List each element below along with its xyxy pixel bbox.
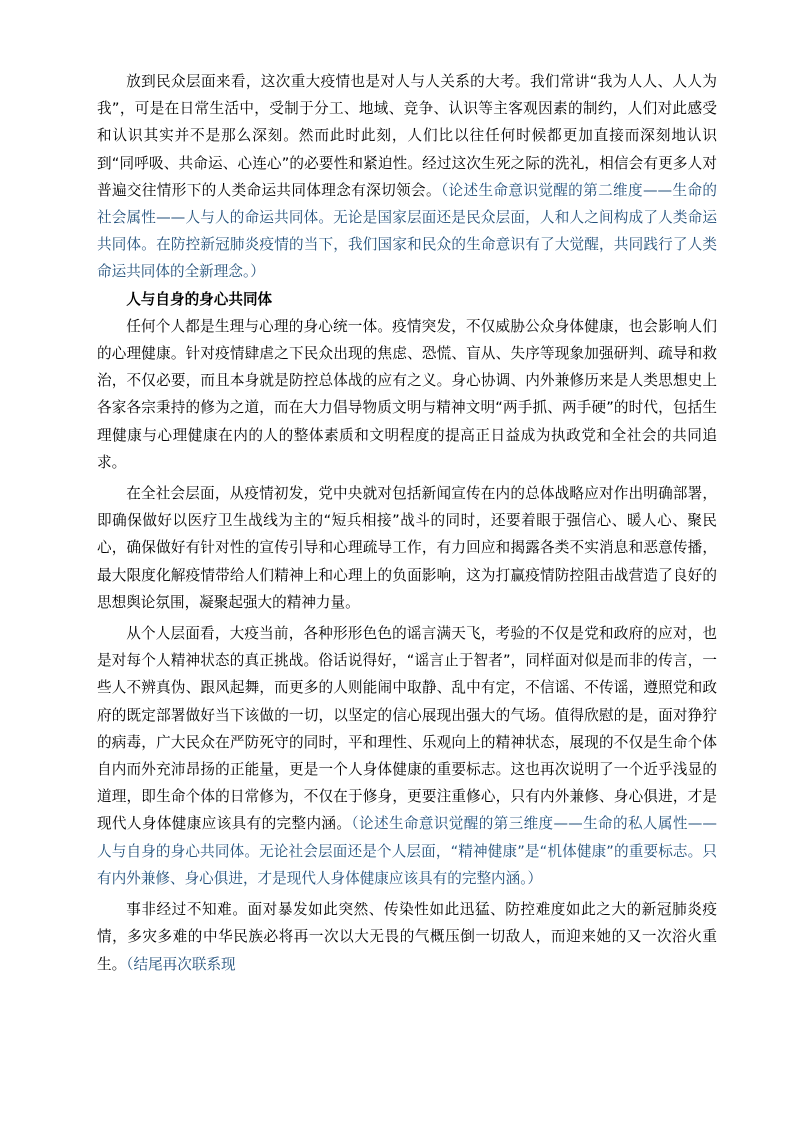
paragraph-3	[97, 480, 717, 616]
paragraph-2	[97, 313, 717, 476]
paragraph-4-text: 从个人层面看，大疫当前，各种形形色色的谣言满天飞，考验的不仅是党和政府的应对，也是对每个人精神状态的真正挑战。俗话说得好，“谣言止于智者”，同样面对似是而非的传言，一些人不辨真伪、跟风起舞，而更多的人则能闹中取静、乱中有定，不信谣、不传谣，遵照党和政府的既定部署做好当下该做的一切，以坚定的信心展现出强大的气场。值得欣慰的是，面对狰狞的病毒，广大民众在严防死守的同时，平和理性、乐观向上的精神状态，展现的不仅是生命个体自内而外充沛昂扬的正能量，更是一个人身体健康的重要标志。这也再次说明了一个近乎浅显的道理，即生命个体的日常修为，不仅在于修身，更要注重修心，只有内外兼修、身心俱进，才是现代人身体健康应该具有的完整内涵。	[97, 625, 717, 833]
paragraph-5	[97, 896, 717, 978]
paragraph-4	[97, 620, 717, 892]
paragraph-5-note: （结尾再次联系现	[126, 955, 236, 973]
paragraph-2-text: 任何个人都是生理与心理的身心统一体。疫情突发，不仅威胁公众身体健康，也会影响人们的心理健康。针对疫情肆虐之下民众出现的焦虑、恐慌、盲从、失序等现象加强研判、疏导和救治，不仅必要，而且本身就是防控总体战的应有之义。身心协调、内外兼修历来是人类思想史上各家各宗秉持的修为之道，而在大力倡导物质文明与精神文明“两手抓、两手硬”的时代，包括生理健康与心理健康在内的人的整体素质和文明程度的提高正日益成为执政党和全社会的共同追求。	[97, 317, 717, 471]
paragraph-1	[97, 68, 717, 286]
section-heading: 人与自身的身心共同体	[126, 290, 273, 308]
paragraph-5-text: 事非经过不知难。面对暴发如此突然、传染性如此迅猛、防控难度如此之大的新冠肺炎疫情，多灾多难的中华民族必将再一次以大无畏的气概压倒一切敌人，而迎来她的又一次浴火重生。	[97, 901, 717, 973]
document-page	[97, 68, 717, 978]
paragraph-3-text: 在全社会层面，从疫情初发，党中央就对包括新闻宣传在内的总体战略应对作出明确部署，即确保做好以医疗卫生战线为主的“短兵相接”战斗的同时，还要着眼于强信心、暖人心、聚民心，确保做好有针对性的宣传引导和心理疏导工作，有力回应和揭露各类不实消息和恶意传播，最大限度化解疫情带给人们精神上和心理上的负面影响，这为打赢疫情防控阻击战营造了良好的思想舆论氛围，凝聚起强大的精神力量。	[97, 485, 717, 611]
paragraph-1-note: （论述生命意识觉醒的第二维度——生命的社会属性——人与人的命运共同体。无论是国家层面还是民众层面，人和人之间构成了人类命运共同体。在防控新冠肺炎疫情的当下，我们国家和民众的生命意识有了大觉醒，共同践行了人类命运共同体的全新理念。）	[97, 181, 717, 281]
paragraph-4-note: （论述生命意识觉醒的第三维度——生命的私人属性——人与自身的身心共同体。无论社会层面还是个人层面，“精神健康”是“机体健康”的重要标志。只有内外兼修、身心俱进，才是现代人身体健康应该具有的完整内涵。）	[97, 815, 717, 887]
paragraph-1-text: 放到民众层面来看，这次重大疫情也是对人与人关系的大考。我们常讲“我为人人、人人为我”，可是在日常生活中，受制于分工、地域、竞争、认识等主客观因素的制约，人们对此感受和认识其实并不是那么深刻。然而此时此刻，人们比以往任何时候都更加直接而深刻地认识到“同呼吸、共命运、心连心”的必要性和紧迫性。经过这次生死之际的洗礼，相信会有更多人对普遍交往情形下的人类命运共同体理念有深切领会。	[97, 73, 717, 199]
